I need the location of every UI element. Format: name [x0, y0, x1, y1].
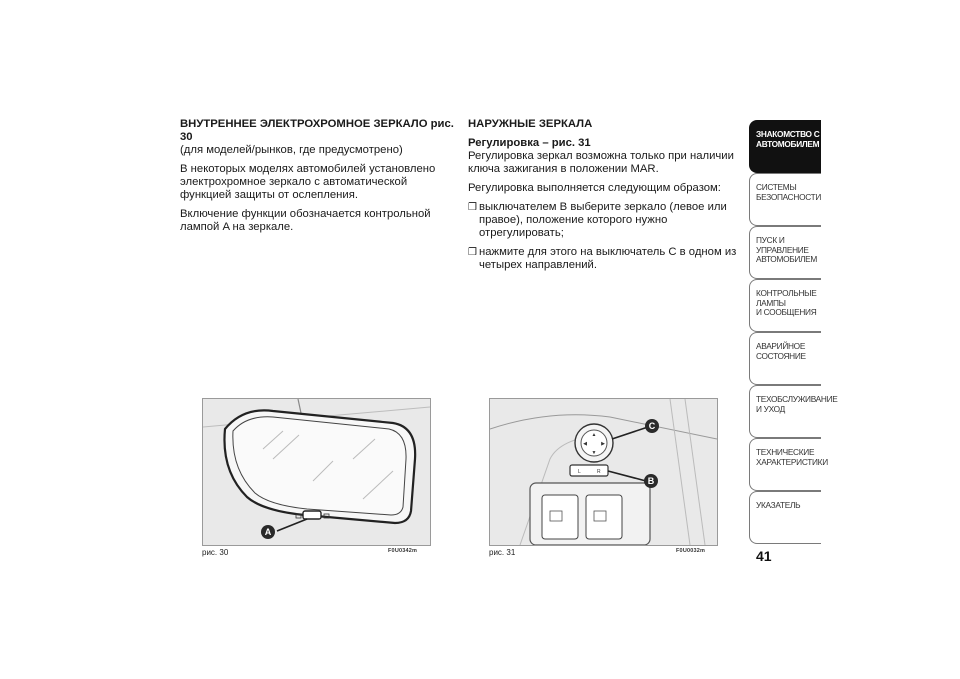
tab-warning-lights[interactable]: КОНТРОЛЬНЫЕ ЛАМПЫ И СООБЩЕНИЯ [749, 279, 821, 332]
figure-31-caption: рис. 31 [489, 548, 516, 557]
bullet-text: нажмите для этого на выключатель C в одном из четырех направлений. [479, 246, 737, 271]
tab-technical-specs[interactable]: ТЕХНИЧЕСКИЕ ХАРАКТЕРИСТИКИ [749, 438, 821, 491]
label-a-marker: A [261, 525, 275, 539]
figure-31-code: F0U0032m [676, 548, 706, 554]
adjustment-subheading: Регулировка – рис. 31 [468, 137, 591, 149]
tab-getting-to-know-car[interactable]: ЗНАКОМСТВО С АВТОМОБИЛЕМ [749, 120, 821, 173]
figure-30-caption: рис. 30 [202, 548, 229, 557]
svg-text:▲: ▲ [591, 432, 597, 438]
tab-maintenance[interactable]: ТЕХОБСЛУЖИВАНИЕ И УХОД [749, 385, 821, 438]
svg-text:R: R [597, 469, 601, 475]
interior-mirror-paragraph-2: Включение функции обозначается контрольной лампой A на зеркале. [180, 208, 431, 233]
adjustment-paragraph-1: Регулировка зеркал возможна только при наличии ключа зажигания в положении MAR. [468, 150, 734, 175]
switch-panel-illustration [490, 399, 717, 545]
figure-30-mirror [202, 398, 431, 546]
exterior-mirrors-heading: НАРУЖНЫЕ ЗЕРКАЛА [468, 118, 593, 130]
svg-text:L: L [578, 469, 581, 475]
interior-mirror-paragraph-1: В некоторых моделях автомобилей установлено электрохромное зеркало с автоматической функцией защиты от ослепления. [180, 163, 436, 201]
bullet-text: выключателем B выберите зеркало (левое или правое), положение которого нужно отрегулировать; [479, 201, 727, 239]
interior-mirror-heading: ВНУТРЕННЕЕ ЭЛЕКТРОХРОМНОЕ ЗЕРКАЛО рис. 30 [180, 118, 454, 143]
label-c-marker: C [645, 419, 659, 433]
adjustment-paragraph-2: Регулировка выполняется следующим образом: [468, 182, 721, 194]
bullet-box-icon: ❒ [468, 202, 477, 213]
label-b-marker: B [644, 474, 658, 488]
tab-index[interactable]: УКАЗАТЕЛЬ [749, 491, 821, 544]
page-number: 41 [756, 548, 772, 564]
svg-text:▼: ▼ [591, 450, 597, 456]
section-tabs [749, 120, 838, 544]
tab-starting-driving[interactable]: ПУСК И УПРАВЛЕНИЕ АВТОМОБИЛЕМ [749, 226, 821, 279]
tab-safety-systems[interactable]: СИСТЕМЫ БЕЗОПАСНОСТИ [749, 173, 821, 226]
figure-30-code: F0U0342m [388, 548, 418, 554]
svg-text:▶: ▶ [601, 441, 605, 447]
interior-mirror-subheading: (для моделей/рынков, где предусмотрено) [180, 144, 403, 156]
adjustment-bullet-1 [468, 201, 748, 240]
adjustment-bullet-2 [468, 246, 748, 272]
tab-emergency[interactable]: АВАРИЙНОЕ СОСТОЯНИЕ [749, 332, 821, 385]
figure-31-switch-panel [489, 398, 718, 546]
bullet-box-icon: ❒ [468, 247, 477, 258]
svg-text:◀: ◀ [583, 441, 587, 447]
left-text-column [180, 118, 455, 240]
mirror-illustration [203, 399, 430, 545]
right-text-column [468, 118, 748, 278]
